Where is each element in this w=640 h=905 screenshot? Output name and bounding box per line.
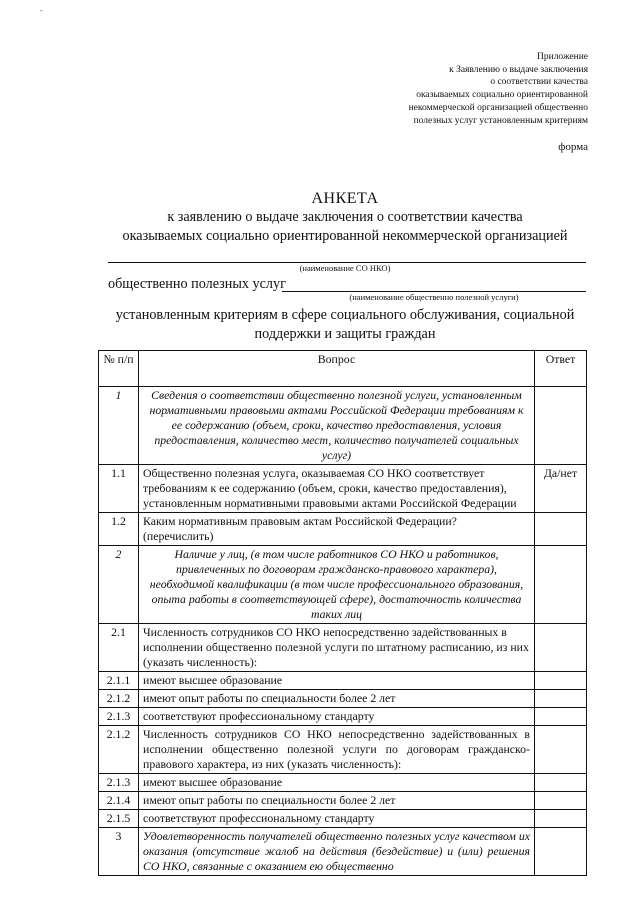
row-num: 2.1.3 <box>99 708 139 726</box>
row-question: соответствуют профессиональному стандарту <box>139 708 535 726</box>
table-row <box>99 726 587 774</box>
table-row <box>99 828 587 876</box>
table-row <box>99 387 587 465</box>
row-question: имеют опыт работы по специальности более 2 лет <box>139 792 535 810</box>
table-row <box>99 672 587 690</box>
row-question: Численность сотрудников СО НКО непосредственно задействованных в исполнении общественно полезной услуги по штатному расписанию, из них (указать численность): <box>139 624 535 672</box>
questionnaire-table <box>98 350 587 876</box>
row-num: 1.1 <box>99 465 139 513</box>
row-answer[interactable] <box>535 708 587 726</box>
table-row <box>99 624 587 672</box>
row-num: 2.1.2 <box>99 690 139 708</box>
row-question: Численность сотрудников СО НКО непосредственно задействованных в исполнении общественно полезной услуги по договорам гражданско-правового характера, из них (указать численность): <box>139 726 535 774</box>
row-question: имеют высшее образование <box>139 672 535 690</box>
row-num: 2 <box>99 546 139 624</box>
table-row <box>99 774 587 792</box>
row-answer[interactable] <box>535 513 587 546</box>
appendix-line: оказываемых социально ориентированной <box>416 90 588 101</box>
row-num: 2.1.2 <box>99 726 139 774</box>
header-answer: Ответ <box>535 351 587 387</box>
row-num: 2.1.5 <box>99 810 139 828</box>
row-question: Сведения о соответствии общественно полезной услуги, установленным нормативными правовыми актами Российской Федерации требованиям к ее содержанию (объем, сроки, качество предоставления, условия предоставления, количество мест, количество получателей социальных услуг) <box>139 387 535 465</box>
row-answer[interactable] <box>535 387 587 465</box>
row-answer[interactable] <box>535 672 587 690</box>
table-row <box>99 546 587 624</box>
row-answer[interactable] <box>535 624 587 672</box>
header-num: № п/п <box>99 351 139 387</box>
service-name-caption: (наименование общественно полезной услуги) <box>349 292 519 302</box>
useful-services-label: общественно полезных услуг <box>108 276 286 292</box>
row-num: 2.1.3 <box>99 774 139 792</box>
row-num: 2.1 <box>99 624 139 672</box>
row-question: имеют высшее образование <box>139 774 535 792</box>
table-row <box>99 690 587 708</box>
row-num: 2.1.1 <box>99 672 139 690</box>
corner-mark: - <box>40 6 43 15</box>
subtitle-line-1: к заявлению о выдаче заключения о соответствии качества <box>167 209 523 225</box>
criteria-line-2: поддержки и защиты граждан <box>254 326 436 342</box>
row-answer[interactable] <box>535 792 587 810</box>
row-answer[interactable] <box>535 810 587 828</box>
form-label: форма <box>558 141 588 153</box>
criteria-text <box>100 306 590 344</box>
table-row <box>99 513 587 546</box>
row-question: соответствуют профессиональному стандарту <box>139 810 535 828</box>
document-title: АНКЕТА <box>311 190 379 207</box>
table-row <box>99 810 587 828</box>
row-num: 3 <box>99 828 139 876</box>
appendix-line: полезных услуг установленным критериям <box>413 115 588 126</box>
appendix-line: некоммерческой организацией общественно <box>408 102 588 113</box>
row-num: 1 <box>99 387 139 465</box>
row-answer[interactable]: Да/нет <box>535 465 587 513</box>
table-row <box>99 708 587 726</box>
row-num: 2.1.4 <box>99 792 139 810</box>
row-question: Удовлетворенность получателей общественно полезных услуг качеством их оказания (отсутствие жалоб на действия (бездействие) и (или) решения СО НКО, связанные с оказанием ею общественно <box>139 828 535 876</box>
table-header-row <box>99 351 587 387</box>
row-question: Наличие у лиц, (в том числе работников СО НКО и работников, привлеченных по договорам гражданско-правового характера), необходимой квалификации (в том числе профессионального образования, опыта работы в соответствующей сфере), достаточность количества таких лиц <box>139 546 535 624</box>
table-row <box>99 465 587 513</box>
appendix-line: о соответствии качества <box>490 77 588 88</box>
row-answer[interactable] <box>535 690 587 708</box>
appendix-line: Приложение <box>537 52 588 62</box>
row-question: Общественно полезная услуга, оказываемая СО НКО соответствует требованиям к ее содержанию (объем, сроки, качество предоставления), установленным нормативными правовыми актами Российской Федерации <box>139 465 535 513</box>
header-question: Вопрос <box>139 351 535 387</box>
row-answer[interactable] <box>535 774 587 792</box>
criteria-line-1: установленным критериям в сфере социального обслуживания, социальной <box>115 307 575 323</box>
row-num: 1.2 <box>99 513 139 546</box>
appendix-line: к Заявлению о выдаче заключения <box>449 64 588 75</box>
row-answer[interactable] <box>535 546 587 624</box>
row-answer[interactable] <box>535 828 587 876</box>
table-row <box>99 792 587 810</box>
row-question: Каким нормативным правовым актам Российской Федерации? (перечислить) <box>139 513 535 546</box>
nko-name-caption: (наименование СО НКО) <box>299 263 391 273</box>
row-question: имеют опыт работы по специальности более 2 лет <box>139 690 535 708</box>
subtitle-line-2: оказываемых социально ориентированной некоммерческой организацией <box>122 228 568 244</box>
appendix-block <box>328 51 588 127</box>
row-answer[interactable] <box>535 726 587 774</box>
